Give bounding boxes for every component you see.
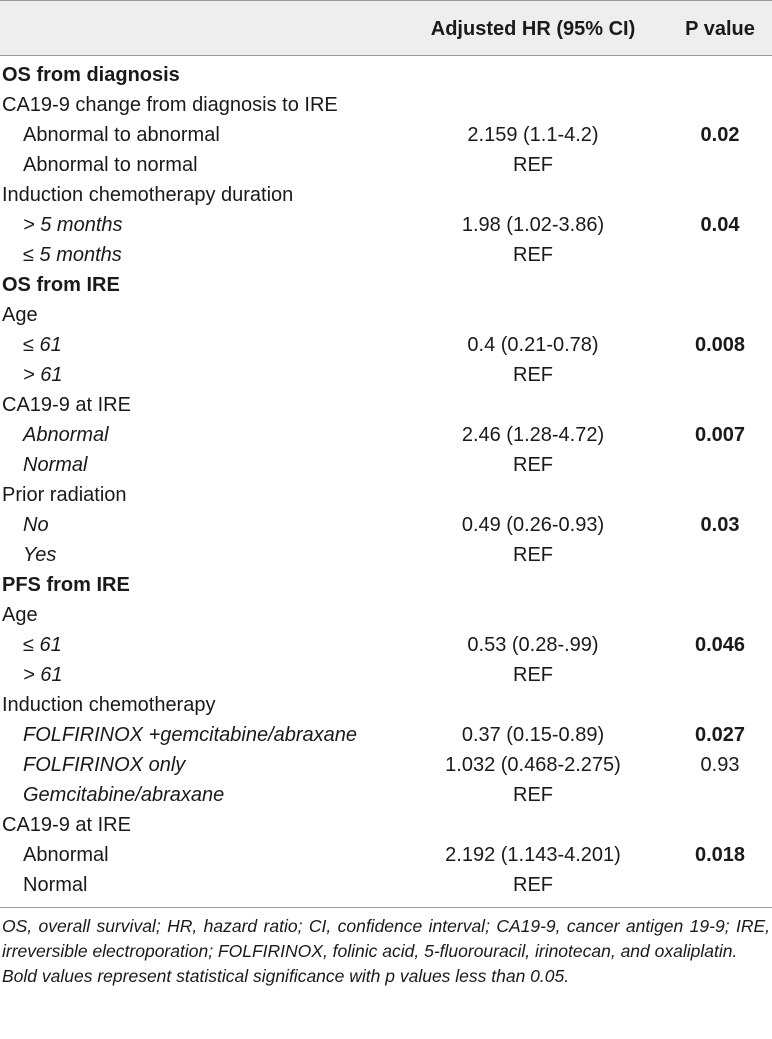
row-label: Gemcitabine/abraxane [23,784,225,806]
row-adjusted-hr: 0.4 (0.21-0.78) [467,334,599,356]
group-row [0,180,772,210]
footnote-abbreviations: OS, overall survival; HR, hazard ratio; CI, confidence interval; CA19-9, cancer antigen 19-9; IRE, irreversible electroporation; FOLFIRINOX, folinic acid, 5-fluorouracil, irinotecan, and oxaliplatin. [2,916,770,961]
table-row [0,150,772,180]
row-adjusted-hr: REF [513,784,553,806]
row-adjusted-hr: REF [513,874,553,896]
table-body [0,56,772,900]
section-row [0,570,772,600]
row-adjusted-hr: 1.032 (0.468-2.275) [445,754,621,776]
row-adjusted-hr: 0.37 (0.15-0.89) [461,724,605,746]
row-p-value: 0.03 [700,514,740,536]
row-p-value: 0.02 [700,124,740,146]
row-p-value: 0.007 [694,424,746,446]
table-row [0,840,772,870]
header-adjusted-hr: Adjusted HR (95% CI) [430,18,636,40]
header-p-value: P value [685,18,755,40]
row-label: Induction chemotherapy [2,694,216,716]
row-label: Yes [23,544,57,566]
section-row [0,60,772,90]
row-p-value: 0.046 [694,634,746,656]
table-row [0,360,772,390]
row-label: Induction chemotherapy duration [2,184,294,206]
row-label: OS from diagnosis [2,64,180,86]
row-adjusted-hr: 2.159 (1.1-4.2) [467,124,599,146]
table-row [0,510,772,540]
row-adjusted-hr: REF [513,244,553,266]
group-row [0,690,772,720]
row-label: CA19-9 at IRE [2,814,131,836]
row-adjusted-hr: 0.49 (0.26-0.93) [461,514,605,536]
row-label: PFS from IRE [2,574,130,596]
table-row [0,720,772,750]
row-label: Normal [23,874,88,896]
row-label: ≤ 61 [23,634,62,656]
row-label: FOLFIRINOX +gemcitabine/abraxane [23,724,358,746]
row-p-value: 0.018 [694,844,746,866]
row-label: Age [2,304,38,326]
table-row [0,240,772,270]
group-row [0,480,772,510]
table-header [0,0,772,56]
row-adjusted-hr: REF [513,664,553,686]
row-label: OS from IRE [2,274,120,296]
section-row [0,270,772,300]
row-label: CA19-9 change from diagnosis to IRE [2,94,338,116]
group-row [0,600,772,630]
group-row [0,390,772,420]
table-row [0,870,772,900]
row-p-value: 0.027 [694,724,746,746]
table-footnotes [0,908,772,989]
row-label: Abnormal to abnormal [23,124,220,146]
table-row [0,660,772,690]
table-row [0,330,772,360]
row-p-value: 0.93 [700,754,740,776]
row-adjusted-hr: REF [513,364,553,386]
row-label: Prior radiation [2,484,127,506]
row-label: Abnormal to normal [23,154,198,176]
row-adjusted-hr: 0.53 (0.28-.99) [467,634,599,656]
group-row [0,300,772,330]
table-row [0,630,772,660]
row-label: Normal [23,454,88,476]
group-row [0,810,772,840]
row-adjusted-hr: REF [513,154,553,176]
table-row [0,420,772,450]
row-label: ≤ 61 [23,334,62,356]
row-label: > 61 [23,364,63,386]
table-row [0,540,772,570]
row-label: > 61 [23,664,63,686]
table-row [0,780,772,810]
row-p-value: 0.008 [694,334,746,356]
row-label: ≤ 5 months [23,244,122,266]
row-label: Age [2,604,38,626]
row-adjusted-hr: 2.192 (1.143-4.201) [445,844,621,866]
row-adjusted-hr: 2.46 (1.28-4.72) [461,424,605,446]
table-row [0,750,772,780]
row-adjusted-hr: REF [513,454,553,476]
row-label: > 5 months [23,214,123,236]
table-row [0,450,772,480]
row-adjusted-hr: REF [513,544,553,566]
table-row [0,210,772,240]
row-label: CA19-9 at IRE [2,394,131,416]
footnote-significance: Bold values represent statistical significance with p values less than 0.05. [2,966,570,986]
table-row [0,120,772,150]
row-label: No [23,514,49,536]
row-p-value: 0.04 [700,214,740,236]
group-row [0,90,772,120]
row-adjusted-hr: 1.98 (1.02-3.86) [461,214,605,236]
row-label: Abnormal [23,844,109,866]
row-label: FOLFIRINOX only [23,754,186,776]
row-label: Abnormal [23,424,109,446]
